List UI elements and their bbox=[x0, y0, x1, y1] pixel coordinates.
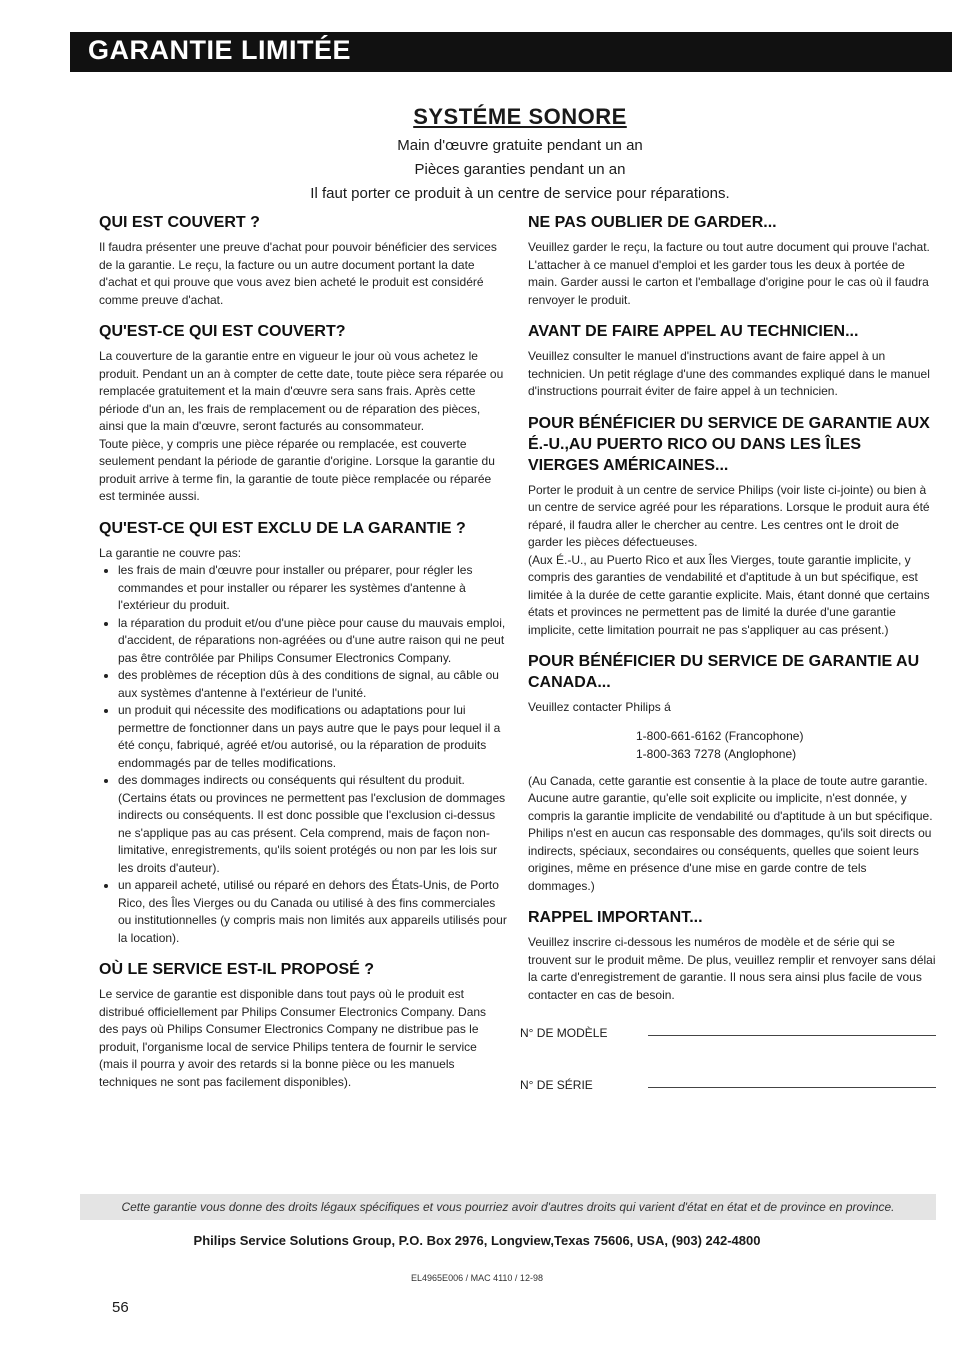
section-heading: AVANT DE FAIRE APPEL AU TECHNICIEN... bbox=[528, 323, 859, 340]
section-heading: POUR BÉNÉFICIER DU SERVICE DE GARANTIE AU CANADA... bbox=[528, 653, 920, 691]
section-heading: QUI EST COUVERT ? bbox=[99, 214, 260, 231]
modele-field-row bbox=[520, 1018, 936, 1040]
modele-line bbox=[648, 1034, 936, 1036]
title-block bbox=[250, 104, 790, 206]
exclusion-list bbox=[99, 562, 507, 947]
phone-list bbox=[528, 727, 936, 763]
page-number: 56 bbox=[112, 1299, 129, 1316]
section-heading: NE PAS OUBLIER DE GARDER... bbox=[528, 214, 777, 231]
section-text: Veuillez garder le reçu, la facture ou tout autre document qui prouve l'achat. L'attacher à ce manuel d'emploi et les garder tous les deux à portée de main. Garder aussi le carton et l'emballage d'origine pour le cas où il faudra renvoyer le produit. bbox=[528, 240, 930, 307]
phone-francophone: 1-800-661-6162 (Francophone) bbox=[636, 728, 804, 743]
left-column bbox=[99, 212, 507, 1103]
service-address: Philips Service Solutions Group, P.O. Box 2976, Longview,Texas 75606, USA, (903) 242-4800 bbox=[193, 1233, 761, 1248]
serie-label: N° DE SÉRIE bbox=[520, 1078, 593, 1092]
list-item: • des problèmes de réception dûs à des conditions de signal, au câble ou aux systèmes d'antenne à l'extérieur de l'unité. bbox=[118, 667, 507, 702]
subtitle-line: Il faut porter ce produit à un centre de service pour réparations. bbox=[310, 185, 730, 202]
section-text: Porter le produit à un centre de service Philips (voir liste ci-jointe) ou bien à un centre de service agréé pour les réparations. Lorsque le produit aura été réparé, il faudra aller le chercher au centre. Les centres ont le droit de garder les pièces défectueuses. bbox=[528, 482, 930, 549]
section-heading: QU'EST-CE QUI EST EXCLU DE LA GARANTIE ? bbox=[99, 519, 466, 537]
serie-field-row bbox=[520, 1070, 936, 1092]
section-text: La couverture de la garantie entre en vigueur le jour où vous achetez le produit. Pendant un an à compter de cette date, toute pièce sera réparée ou remplacée gratuitement et la main d'œuvre sera sans frais. Après cette période d'un an, les frais de remplacement ou de réparation des pièces, ainsi que la main d'œuvre, seront facturés au consommateur. bbox=[99, 349, 504, 433]
section-heading: POUR BÉNÉFICIER DU SERVICE DE GARANTIE AUX É.-U.,AU PUERTO RICO OU DANS LES ÎLES VIERGES AMÉRICAINES... bbox=[528, 414, 930, 474]
section-text: Veuillez consulter le manuel d'instructions avant de faire appel à un technicien. Un petit réglage d'une des commandes expliqué dans le manuel d'instructions pourrait éviter de faire appel à un technicien. bbox=[528, 349, 930, 398]
section-exclu bbox=[99, 518, 507, 948]
page-title: SYSTÉME SONORE bbox=[413, 104, 627, 129]
list-item: • des dommages indirects ou conséquents qui résultent du produit. (Certains états ou provinces ne permettent pas l'exclusion de dommages indirects ou conséquents. Il est donc possible que l'exclusion ci-dessus ne s'applique pas au cas présent. Cela comprend, mais de façon non-limitative, enregistrements, qu'ils soient protégés ou non par les lois sur les droits d'auteur). bbox=[118, 772, 507, 877]
section-ne-pas-oublier bbox=[528, 212, 936, 309]
list-item: • la réparation du produit et/ou d'une pièce pour cause du mauvais emploi, d'accident, de réparations non-agréées ou d'une autre raison qui ne peut pas être contrôlée par Philips Consumer Electronics Company. bbox=[118, 615, 507, 668]
section-text: Le service de garantie est disponible dans tout pays où le produit est distribué officiellement par Philips Consumer Electronics Company. Dans des pays où Philips Consumer Electronics Company ne distribue pas le produit, l'organisme local de service Philips tentera de fournir le service (mais il pourra y avoir des retards si la bonne pièce ou les manuels techniques ne sont pas facilement disponibles). bbox=[99, 987, 487, 1089]
list-item: • un produit qui nécessite des modifications ou adaptations pour lui permettre de fonctionner dans un pays autre que le pays pour lequel il a été conçu, fabriqué, agréé et/ou autorisé, ou la réparation de produits endommagés par de telles modifications. bbox=[118, 702, 507, 772]
right-column bbox=[520, 212, 936, 1104]
section-text: (Au Canada, cette garantie est consentie à la place de toute autre garantie. Aucune autre garantie, qu'elle soit explicite ou implicite, n'est donnée, y compris la garantie implicite de vendabilité ou d'aptitude à un but spécifique. Philips n'est en aucun cas responsable des dommages, qu'ils soit directs ou indirects, spéciaux, secondaires ou conséquents, quelles que soient leurs origines, même en présence d'une mise en garde contre de tels dommages.) bbox=[528, 773, 933, 893]
subtitle-line: Pièces garanties pendant un an bbox=[414, 161, 626, 178]
section-heading: RAPPEL IMPORTANT... bbox=[528, 909, 703, 926]
serie-line bbox=[648, 1086, 936, 1088]
section-heading: OÙ LE SERVICE EST-IL PROPOSÉ ? bbox=[99, 961, 375, 978]
section-avant-technicien bbox=[528, 321, 936, 401]
subtitle-line: Main d'œuvre gratuite pendant un an bbox=[397, 137, 643, 154]
section-service-canada bbox=[528, 651, 936, 895]
section-text: Toute pièce, y compris une pièce réparée ou remplacée, est couverte seulement pendant la période de garantie d'origine. Lorsque la garantie du produit arrive à terme fin, la garantie de toute pièce remplacée ou réparée est terminée aussi. bbox=[99, 436, 495, 503]
section-intro: Veuillez contacter Philips á bbox=[528, 700, 671, 714]
section-text: Il faudra présenter une preuve d'achat pour pouvoir bénéficier des services de la garantie. Le reçu, la facture ou un autre document portant la date d'achat et qui prouve que vous avez bien acheté le produit est considéré comme preuve d'achat. bbox=[99, 240, 497, 307]
banner bbox=[70, 32, 952, 72]
section-service-usa bbox=[528, 413, 936, 640]
rights-notice: Cette garantie vous donne des droits légaux spécifiques et vous pourriez avoir d'autres droits qui varient d'état en état et de province en province. bbox=[80, 1194, 936, 1220]
banner-title: GARANTIE LIMITÉE bbox=[88, 35, 351, 65]
section-qui-est-couvert bbox=[99, 212, 507, 309]
list-item: • un appareil acheté, utilisé ou réparé en dehors des États-Unis, de Porto Rico, des Îles Vierges ou du Canada ou utilisé à des fins commerciales ou institutionnelles (y compris mais non limités aux appareils utilisés pour la location). bbox=[118, 877, 507, 947]
section-text: Veuillez inscrire ci-dessous les numéros de modèle et de série qui se trouvent sur le produit même. De plus, veuillez remplir et renvoyer sans délai la carte d'enregistrement de garantie. Il nous sera ainsi plus facile de vous contacter en cas de besoin. bbox=[528, 935, 936, 1002]
phone-anglophone: 1-800-363 7278 (Anglophone) bbox=[636, 746, 797, 761]
modele-label: N° DE MODÈLE bbox=[520, 1026, 608, 1040]
list-item: • les frais de main d'œuvre pour installer ou préparer, pour régler les commandes et pour installer ou réparer les systèmes d'antenne à l'extérieur du produit. bbox=[118, 562, 507, 615]
section-text: (Aux É.-U., au Puerto Rico et aux Îles Vierges, toute garantie implicite, y compris des garanties de vendabilité et d'aptitude à un but spécifique, est limitée à la durée de cette garantie explicite. Mais, étant donné que certains états et provinces ne permettent pas de limité la durée d'une garantie implicite, cette limitation pourrait ne pas s'appliquer au cas présent.) bbox=[528, 552, 930, 637]
section-intro: La garantie ne couvre pas: bbox=[99, 545, 242, 560]
section-ou-service bbox=[99, 959, 507, 1091]
section-heading: QU'EST-CE QUI EST COUVERT? bbox=[99, 323, 346, 340]
document-code: EL4965E006 / MAC 4110 / 12-98 bbox=[411, 1273, 543, 1283]
section-rappel bbox=[520, 907, 936, 1092]
section-quest-ce-couvert bbox=[99, 321, 507, 506]
